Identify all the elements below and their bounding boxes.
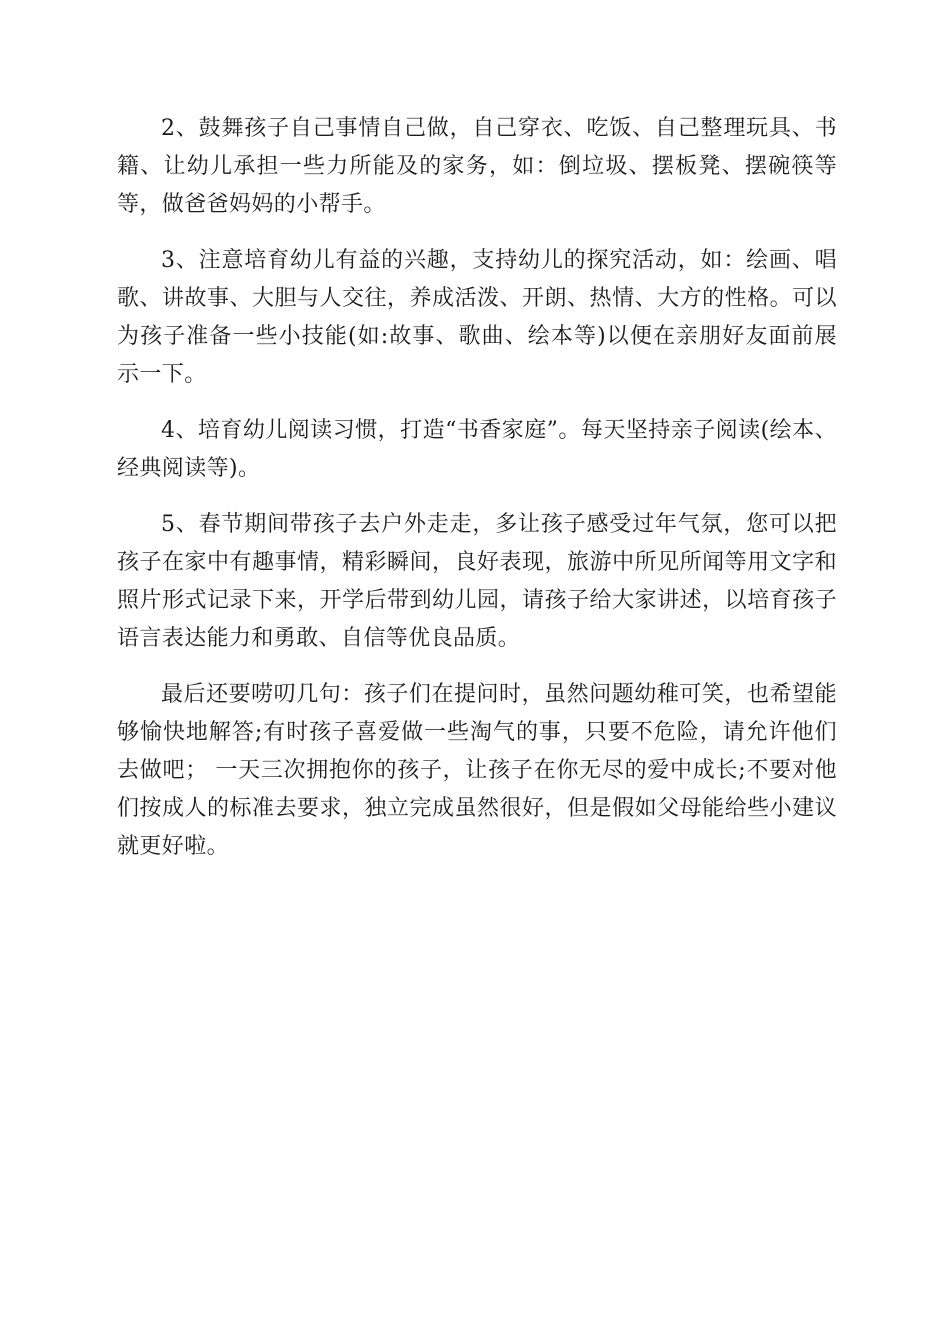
paragraph-tip-5: 5、春节期间带孩子去户外走走，多让孩子感受过年气氛，您可以把孩子在家中有趣事情，精彩瞬间，良好表现，旅游中所见所闻等用文字和照片形式记录下来，开学后带到幼儿园，请孩子给大家讲述，以培育孩子语言表达能力和勇敢、自信等优良品质。: [117, 512, 837, 651]
paragraph-tip-3: 3、注意培育幼儿有益的兴趣，支持幼儿的探究活动，如：绘画、唱歌、讲故事、大胆与人交往，养成活泼、开朗、热情、大方的性格。可以为孩子准备一些小技能(如:故事、歌曲、绘本等)以便在亲朋好友面前展示一下。: [117, 248, 837, 387]
document-body: [117, 110, 837, 884]
paragraph-tip-2: 2、鼓舞孩子自己事情自己做，自己穿衣、吃饭、自己整理玩具、书籍、让幼儿承担一些力所能及的家务，如：倒垃圾、摆板凳、摆碗筷等等，做爸爸妈妈的小帮手。: [117, 116, 837, 217]
paragraph-tip-4: 4、培育幼儿阅读习惯，打造“书香家庭”。每天坚持亲子阅读(绘本、经典阅读等)。: [117, 418, 837, 481]
paragraph-closing: 最后还要唠叨几句：孩子们在提问时，虽然问题幼稚可笑，也希望能够愉快地解答;有时孩子喜爱做一些淘气的事，只要不危险，请允许他们去做吧； 一天三次拥抱你的孩子，让孩子在你无尽的爱中成长;不要对他们按成人的标准去要求，独立完成虽然很好，但是假如父母能给些小建议就更好啦。: [117, 682, 837, 859]
